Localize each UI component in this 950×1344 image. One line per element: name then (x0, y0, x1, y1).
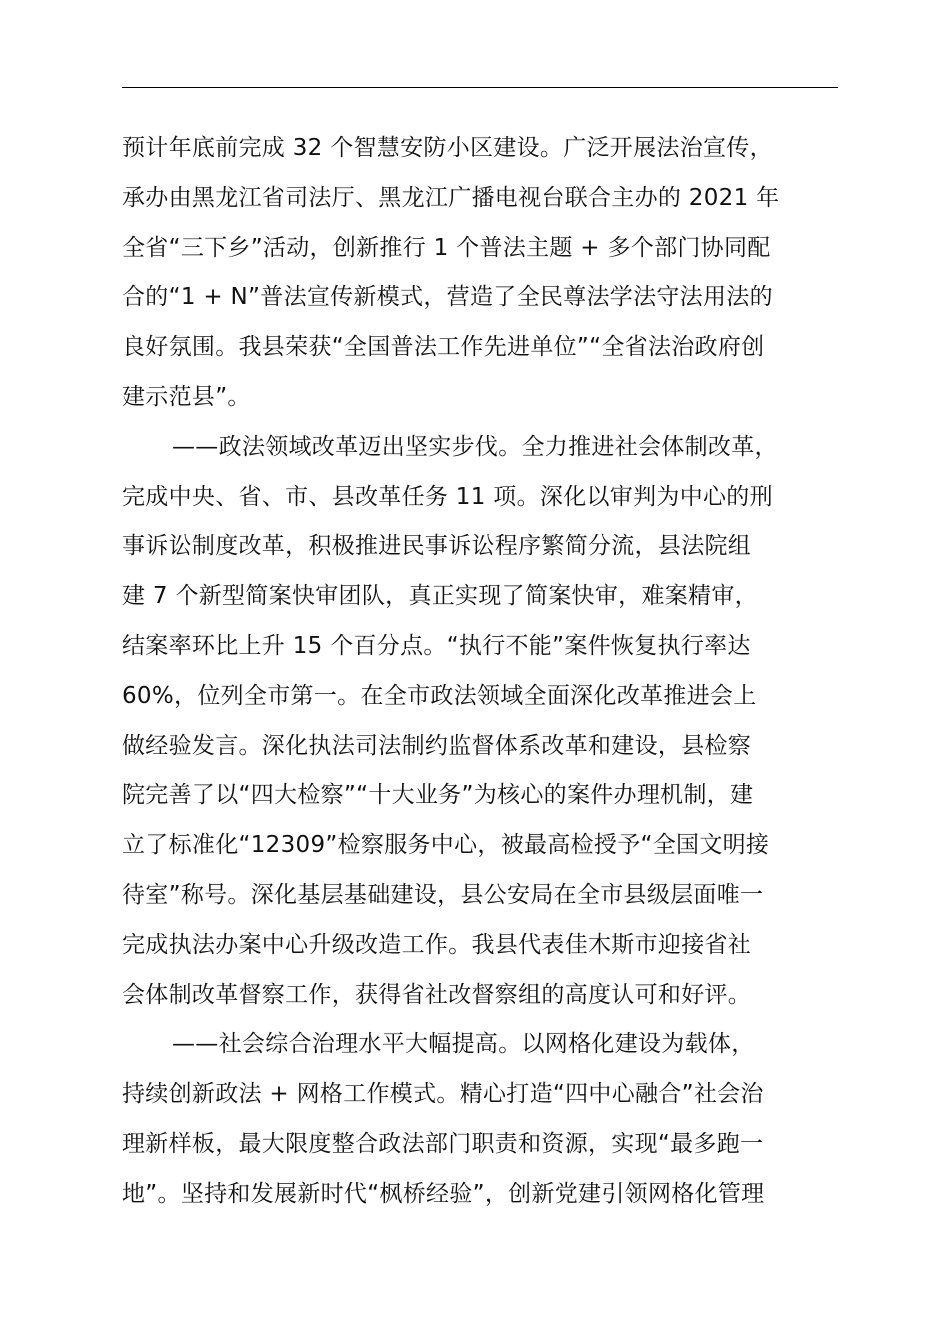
text-line: 建示范县”。 (122, 383, 251, 410)
text-line: 会体制改革督察工作，获得省社改督察组的高度认可和好评。 (122, 981, 752, 1008)
text-line: 完成中央、省、市、县改革任务 11 项。深化以审判为中心的刑 (122, 483, 773, 510)
text-line: 预计年底前完成 32 个智慧安防小区建设。广泛开展法治宣传， (122, 135, 773, 161)
text-line: 完成执法办案中心升级改造工作。我县代表佳木斯市迎接省社 (122, 931, 752, 958)
text-line: 60%，位列全市第一。在全市政法领域全面深化改革推进会上 (122, 682, 757, 709)
text-line: ——政法领域改革迈出坚实步伐。全力推进社会体制改革， (172, 433, 778, 460)
text-line: 结案率环比上升 15 个百分点。“执行不能”案件恢复执行率达 (122, 632, 751, 659)
text-line: 院完善了以“四大检察”“十大业务”为核心的案件办理机制，建 (122, 782, 754, 809)
text-line: 地”。坚持和发展新时代“枫桥经验”，创新党建引领网格化管理 (122, 1180, 765, 1207)
text-line: 理新样板，最大限度整合政法部门职责和资源，实现“最多跑一 (122, 1130, 764, 1157)
text-line: 建 7 个新型简案快审团队，真正实现了简案快审，难案精审， (122, 583, 758, 610)
text-line: 立了标准化“12309”检察服务中心，被最高检授予“全国文明接 (122, 832, 770, 859)
text-line: 做经验发言。深化执法司法制约监督体系改革和建设，县检察 (122, 732, 752, 759)
header-rule (122, 87, 838, 88)
text-line: 合的“1 + N”普法宣传新模式，营造了全民尊法学法守法用法的 (122, 284, 773, 311)
text-line: 持续创新政法 + 网格工作模式。精心打造“四中心融合”社会治 (122, 1081, 764, 1108)
text-line: 全省“三下乡”活动，创新推行 1 个普法主题 + 多个部门协同配 (122, 234, 771, 261)
text-line: 事诉讼制度改革，积极推进民事诉讼程序繁简分流，县法院组 (122, 533, 752, 560)
body-text (122, 124, 862, 1220)
text-line: 承办由黑龙江省司法厅、黑龙江广播电视台联合主办的 2021 年 (122, 184, 780, 211)
text-line: 待室”称号。深化基层基础建设，县公安局在全市县级层面唯一 (122, 881, 764, 908)
text-line: 良好氛围。我县荣获“全国普法工作先进单位”“全省法治政府创 (122, 334, 765, 361)
text-line: ——社会综合治理水平大幅提高。以网格化建设为载体， (172, 1031, 755, 1058)
